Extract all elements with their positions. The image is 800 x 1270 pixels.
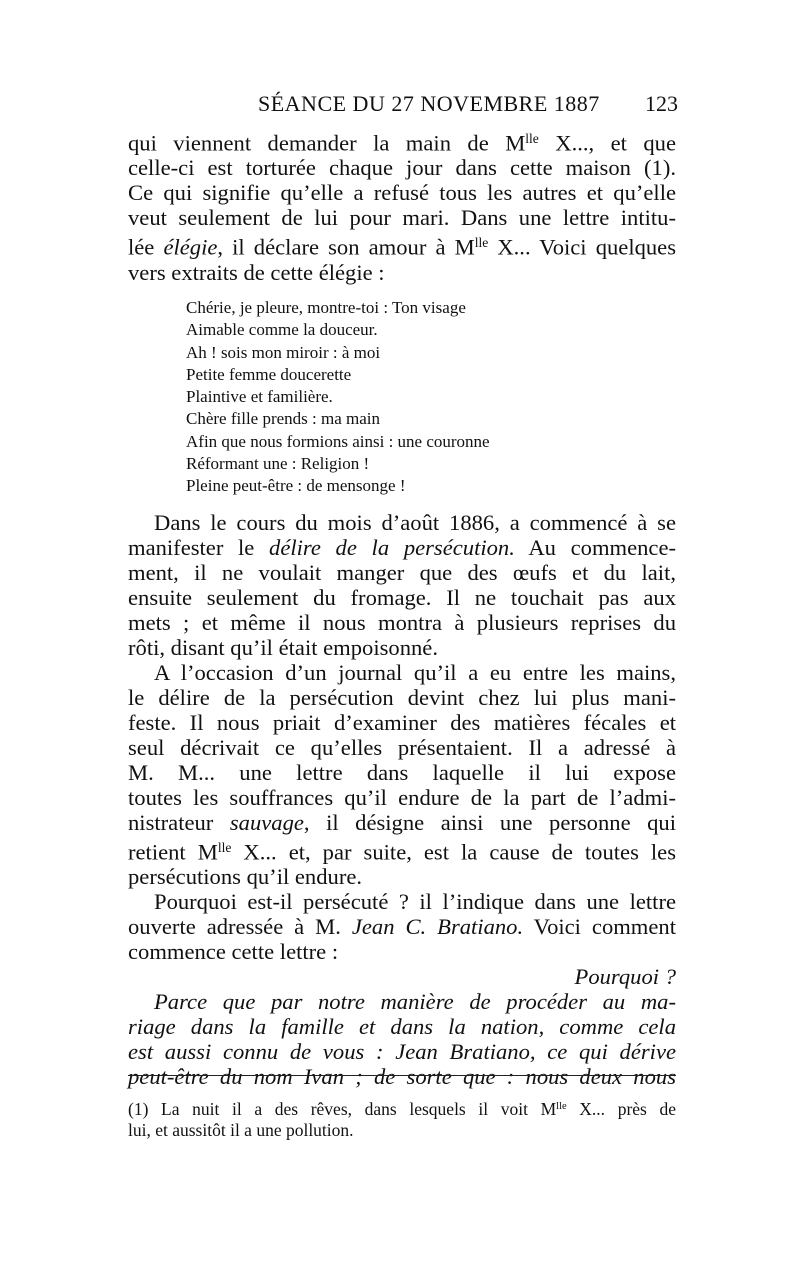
text-line: veut seulement de lui pour mari. Dans une lettre intitu- xyxy=(128,205,676,231)
text-line: peut-être du nom Ivan ; de sorte que : nous deux nous xyxy=(128,1064,676,1090)
main-text xyxy=(128,126,676,1089)
verse-line: Aimable comme la douceur. xyxy=(186,320,378,340)
text-line: rôti, disant qu’il était empoisonné. xyxy=(128,634,438,660)
text-line: persécutions qu’il endure. xyxy=(128,864,363,890)
footnote-line: lui, et aussitôt il a une pollution. xyxy=(128,1119,354,1140)
verse-line: Petite femme doucerette xyxy=(186,364,352,384)
text-line: ment, il ne voulait manger que des œufs et du lait, xyxy=(128,559,676,585)
text-line: mets ; et même il nous montra à plusieurs reprises du xyxy=(128,609,676,635)
text-line: ensuite seulement du fromage. Il ne touchait pas aux xyxy=(128,584,676,610)
verse-line: Réformant une : Religion ! xyxy=(186,453,370,473)
verse-line: Chérie, je pleure, montre-toi : Ton visage xyxy=(186,297,466,317)
text-line: Parce que par notre manière de procéder au ma- xyxy=(154,989,676,1015)
text-line: Dans le cours du mois d’août 1886, a commencé à se xyxy=(154,509,676,535)
text-line: manifester le délire de la persécution. Au commence- xyxy=(128,534,676,560)
paragraph-2 xyxy=(128,510,676,660)
text-line: celle-ci est torturée chaque jour dans cette maison (1). xyxy=(128,155,676,181)
verse-line: Chère fille prends : ma main xyxy=(186,409,381,429)
paragraph-1 xyxy=(128,126,676,285)
text-line: commence cette lettre : xyxy=(128,939,339,965)
footnote-line: (1) La nuit il a des rêves, dans lesquels il voit $M^{lle}$ X... près de xyxy=(128,1098,676,1119)
text-line: M. M... une lettre dans laquelle il lui expose xyxy=(128,759,676,785)
running-header xyxy=(128,91,678,121)
letter-heading: Pourquoi ? xyxy=(574,964,676,990)
text-line: Pourquoi est-il persécuté ? il l’indique dans une lettre xyxy=(154,889,676,915)
text-line: le délire de la persécution devint chez lui plus mani- xyxy=(128,684,676,710)
text-line: qui viennent demander la main de $M^{lle}$ X..., et que xyxy=(128,130,676,156)
footnote xyxy=(128,1096,676,1141)
text-line: feste. Il nous priait d’examiner des matières fécales et xyxy=(128,709,676,735)
text-line: riage dans la famille et dans la nation, comme cela xyxy=(128,1014,676,1040)
text-line: est aussi connu de vous : Jean Bratiano, ce qui dérive xyxy=(128,1039,676,1065)
text-line: Ce qui signifie qu’elle a refusé tous les autres et qu’elle xyxy=(128,180,676,206)
paragraph-3 xyxy=(128,660,676,889)
paragraph-4 xyxy=(128,889,676,964)
text-line: nistrateur sauvage, il désigne ainsi une personne qui xyxy=(128,809,676,835)
text-line: retient $M^{lle}$ X... et, par suite, est la cause de toutes les xyxy=(128,839,676,865)
page-number: 123 xyxy=(645,91,678,116)
footnote-divider xyxy=(128,1075,676,1076)
text-line: ouverte adressée à M. Jean C. Bratiano. Voici comment xyxy=(128,914,676,940)
letter-quote xyxy=(128,964,676,1089)
text-line: lée élégie, il déclare son amour à $M^{lle}$ X... Voici quelques xyxy=(128,234,677,260)
verse-line: Plaintive et familière. xyxy=(186,387,333,407)
running-head: SÉANCE DU 27 NOVEMBRE 1887 xyxy=(258,91,600,116)
verse-line: Ah ! sois mon miroir : à moi xyxy=(186,342,381,362)
verse-line: Afin que nous formions ainsi : une couronne xyxy=(186,431,490,451)
verse-line: Pleine peut-être : de mensonge ! xyxy=(186,476,406,496)
text-line: A l’occasion d’un journal qu’il a eu entre les mains, xyxy=(154,659,676,685)
text-line: toutes les souffrances qu’il endure de la part de l’admi- xyxy=(128,784,676,810)
poem-excerpt xyxy=(186,297,676,498)
text-line: vers extraits de cette élégie : xyxy=(128,259,385,285)
text-line: seul décrivait ce qu’elles présentaient. Il a adressé à xyxy=(128,734,676,760)
